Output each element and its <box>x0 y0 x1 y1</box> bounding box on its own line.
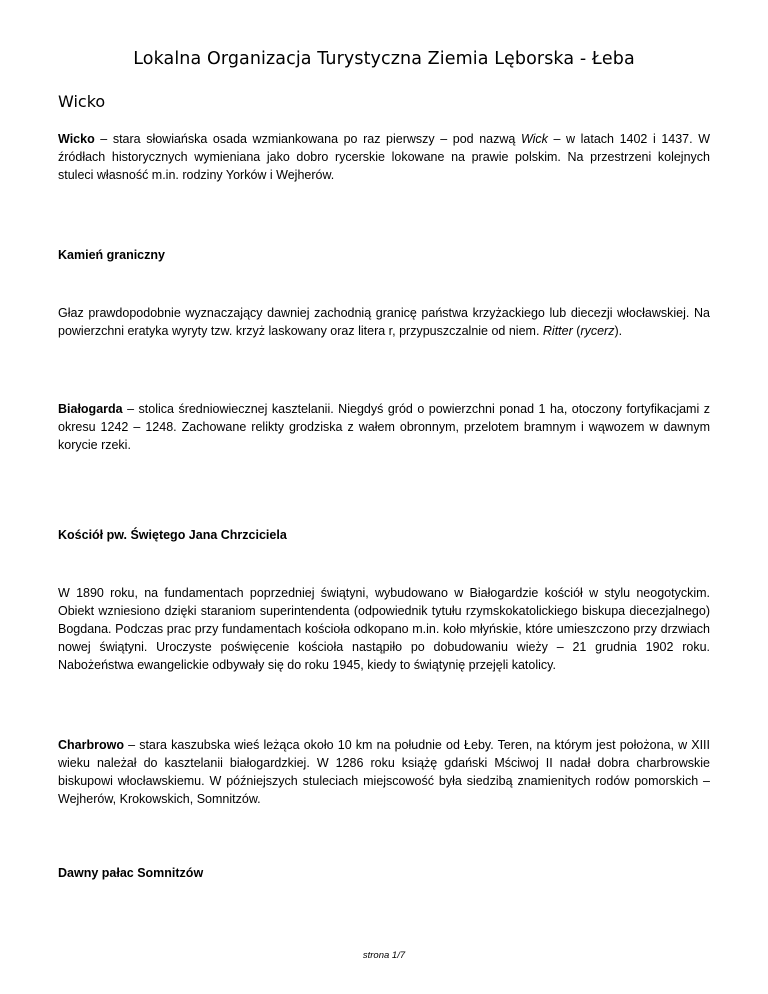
term-wicko: Wicko <box>58 132 95 146</box>
paragraph-text: – stolica średniowiecznej kasztelanii. Niegdyś gród o powierzchni ponad 1 ha, otoczony fortyfikacjami z okresu 1242 – 1248. Zachowane relikty grodziska z wałem obronnym, przelotem bramnym i wąwozem w dawnym korycie rzeki. <box>58 402 710 452</box>
paragraph-text: – stara słowiańska osada wzmiankowana po raz pierwszy – pod nazwą <box>94 132 521 146</box>
paragraph-kosciol <box>58 584 710 674</box>
paragraph-charbrowo <box>58 736 710 808</box>
paragraph-text: – stara kaszubska wieś leżąca około 10 km na południe od Łeby. Teren, na którym jest położona, w XIII wieku należał do kasztelanii białogardzkiej. W 1286 roku książę gdański Mściwoj II nadał dobra charbrowskie biskupowi włocławskiemu. W późniejszych stuleciach miejscowość była siedzibą znamienitych rodów pomorskich – Wejherów, Krokowskich, Somnitzów. <box>58 738 710 806</box>
term-bialogarda: Białogarda <box>58 402 123 416</box>
paragraph-text: W 1890 roku, na fundamentach poprzedniej świątyni, wybudowano w Białogardzie kościół w stylu neogotyckim. Obiekt wzniesiono dzięki staraniom superintendenta (odpowiednik tytułu rzymskokatolickiego biskupa diecezjalnego) Bogdana. Podczas prac przy fundamentach kościoła odkopano m.in. koło młyńskie, które umieszczono przy drzwiach nowej świątyni. Uroczyste poświęcenie kościoła nastąpiło po dobudowaniu wieży – 21 grudnia 1902 roku. Nabożeństwa ewangelickie odbywały się do roku 1945, kiedy to świątynię przejęli katolicy. <box>58 586 710 672</box>
heading-palac-somnitzow: Dawny pałac Somnitzów <box>58 866 204 880</box>
italic-term: Wick <box>520 132 548 146</box>
heading-kamien-graniczny: Kamień graniczny <box>58 248 165 262</box>
page-header-title: Lokalna Organizacja Turystyczna Ziemia Lęborska - Łeba <box>133 49 635 69</box>
heading-kosciol: Kościół pw. Świętego Jana Chrzciciela <box>58 528 287 542</box>
paragraph-text: – w latach 1402 i 1437. W źródłach historycznych wymieniana jako dobro rycerskie lokowane na prawie polskim. Na przestrzeni kolejnych stuleci własność m.in. rodziny Yorków i Wejherów. <box>58 132 710 182</box>
paragraph-text: ). <box>614 324 623 338</box>
italic-term: Ritter <box>542 324 573 338</box>
term-charbrowo: Charbrowo <box>58 738 124 752</box>
paragraph-wicko <box>58 130 710 184</box>
section-title: Wicko <box>58 92 106 111</box>
italic-term: rycerz <box>580 324 615 338</box>
paragraph-bialogarda <box>58 400 710 454</box>
page-number-footer: strona 1/7 <box>362 950 406 961</box>
paragraph-text: ( <box>572 324 581 338</box>
paragraph-kamien <box>58 304 710 340</box>
paragraph-text: Głaz prawdopodobnie wyznaczający dawniej zachodnią granicę państwa krzyżackiego lub diecezji włocławskiej. Na powierzchni eratyka wyryty tzw. krzyż laskowany oraz litera r, przypuszczalnie od niem. <box>58 306 710 338</box>
